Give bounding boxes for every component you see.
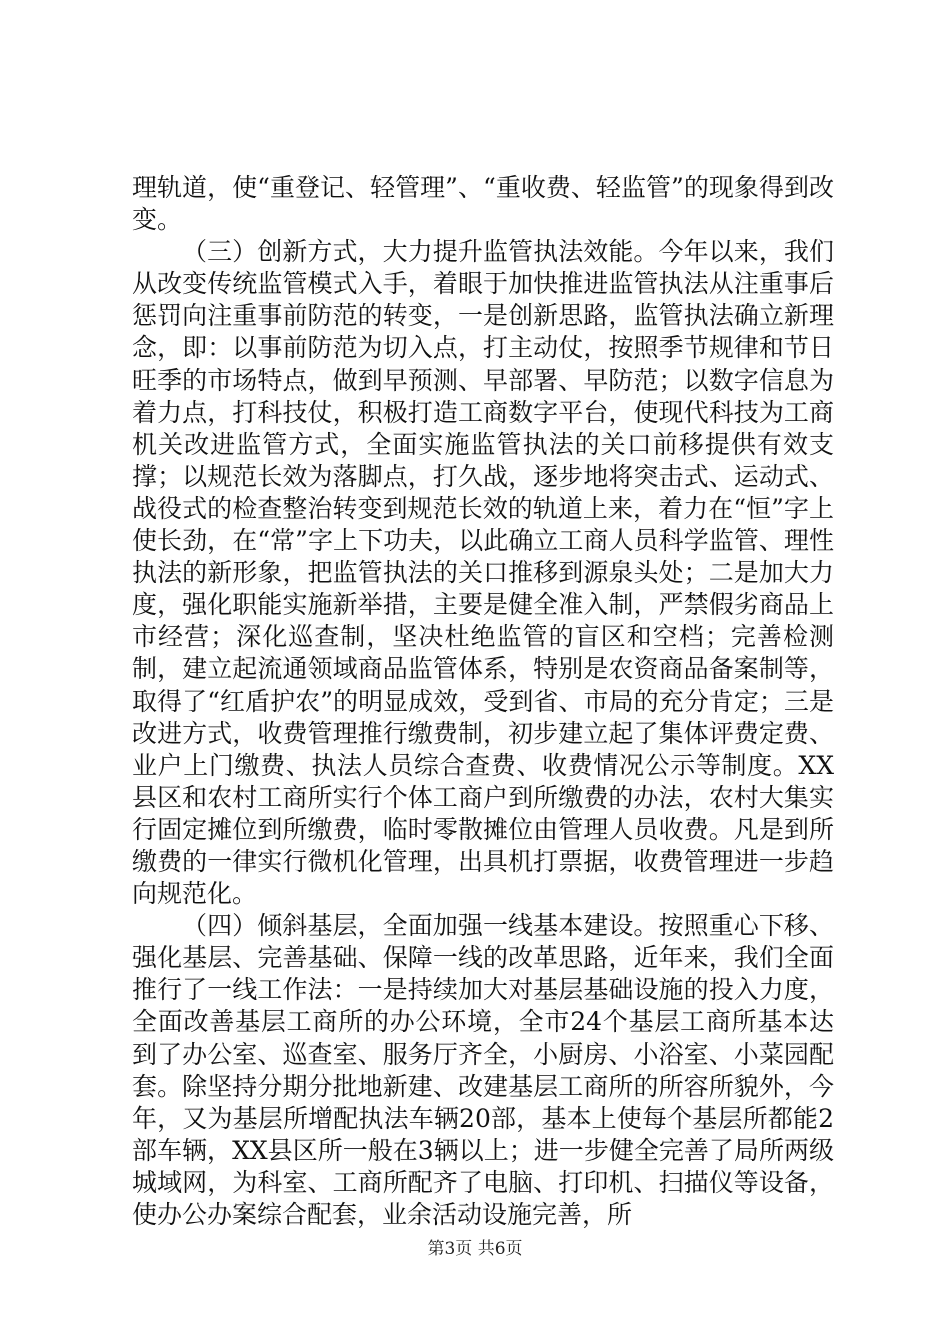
paragraph-3: （四）倾斜基层，全面加强一线基本建设。按照重心下移、强化基层、完善基础、保障一线的改革思路，近年来，我们全面推行了一线工作法：一是持续加大对基层基础设施的投入力度，全面改善基层工商所的办公环境，全市24个基层工商所基本达到了办公室、巡查室、服务厅齐全，小厨房、小浴室、小菜园配套。除坚持分期分批地新建、改建基层工商所的所容所貌外，今年，又为基层所增配执法车辆20部，基本上使每个基层所都能2部车辆，XX县区所一般在3辆以上；进一步健全完善了局所两级城域网，为科室、工商所配齐了电脑、打印机、扫描仪等设备，使办公办案综合配套，业余活动设施完善，所 [132,911,834,1229]
paragraph-1: 理轨道，使“重登记、轻管理”、“重收费、轻监管”的现象得到改变。 [132,173,834,235]
page-number-footer: 第3页 共6页 [427,1239,523,1259]
document-body [132,172,834,1231]
paragraph-2: （三）创新方式，大力提升监管执法效能。今年以来，我们从改变传统监管模式入手，着眼于加快推进监管执法从注重事后惩罚向注重事前防范的转变，一是创新思路，监管执法确立新理念，即：以事前防范为切入点，打主动仗，按照季节规律和节日旺季的市场特点，做到早预测、早部署、早防范；以数字信息为着力点，打科技仗，积极打造工商数字平台，使现代科技为工商机关改进监管方式，全面实施监管执法的关口前移提供有效支撑；以规范长效为落脚点，打久战，逐步地将突击式、运动式、战役式的检查整治转变到规范长效的轨道上来，着力在“恒”字上使长劲，在“常”字上下功夫，以此确立工商人员科学监管、理性执法的新形象，把监管执法的关口推移到源泉头处；二是加大力度，强化职能实施新举措，主要是健全准入制，严禁假劣商品上市经营；深化巡查制，坚决杜绝监管的盲区和空档；完善检测制，建立起流通领域商品监管体系，特别是农资商品备案制等，取得了“红盾护农”的明显成效，受到省、市局的充分肯定；三是改进方式，收费管理推行缴费制，初步建立起了集体评费定费、业户上门缴费、执法人员综合查费、收费情况公示等制度。XX县区和农村工商所实行个体工商户到所缴费的办法，农村大集实行固定摊位到所缴费，临时零散摊位由管理人员收费。凡是到所缴费的一律实行微机化管理，出具机打票据，收费管理进一步趋向规范化。 [132,237,834,909]
